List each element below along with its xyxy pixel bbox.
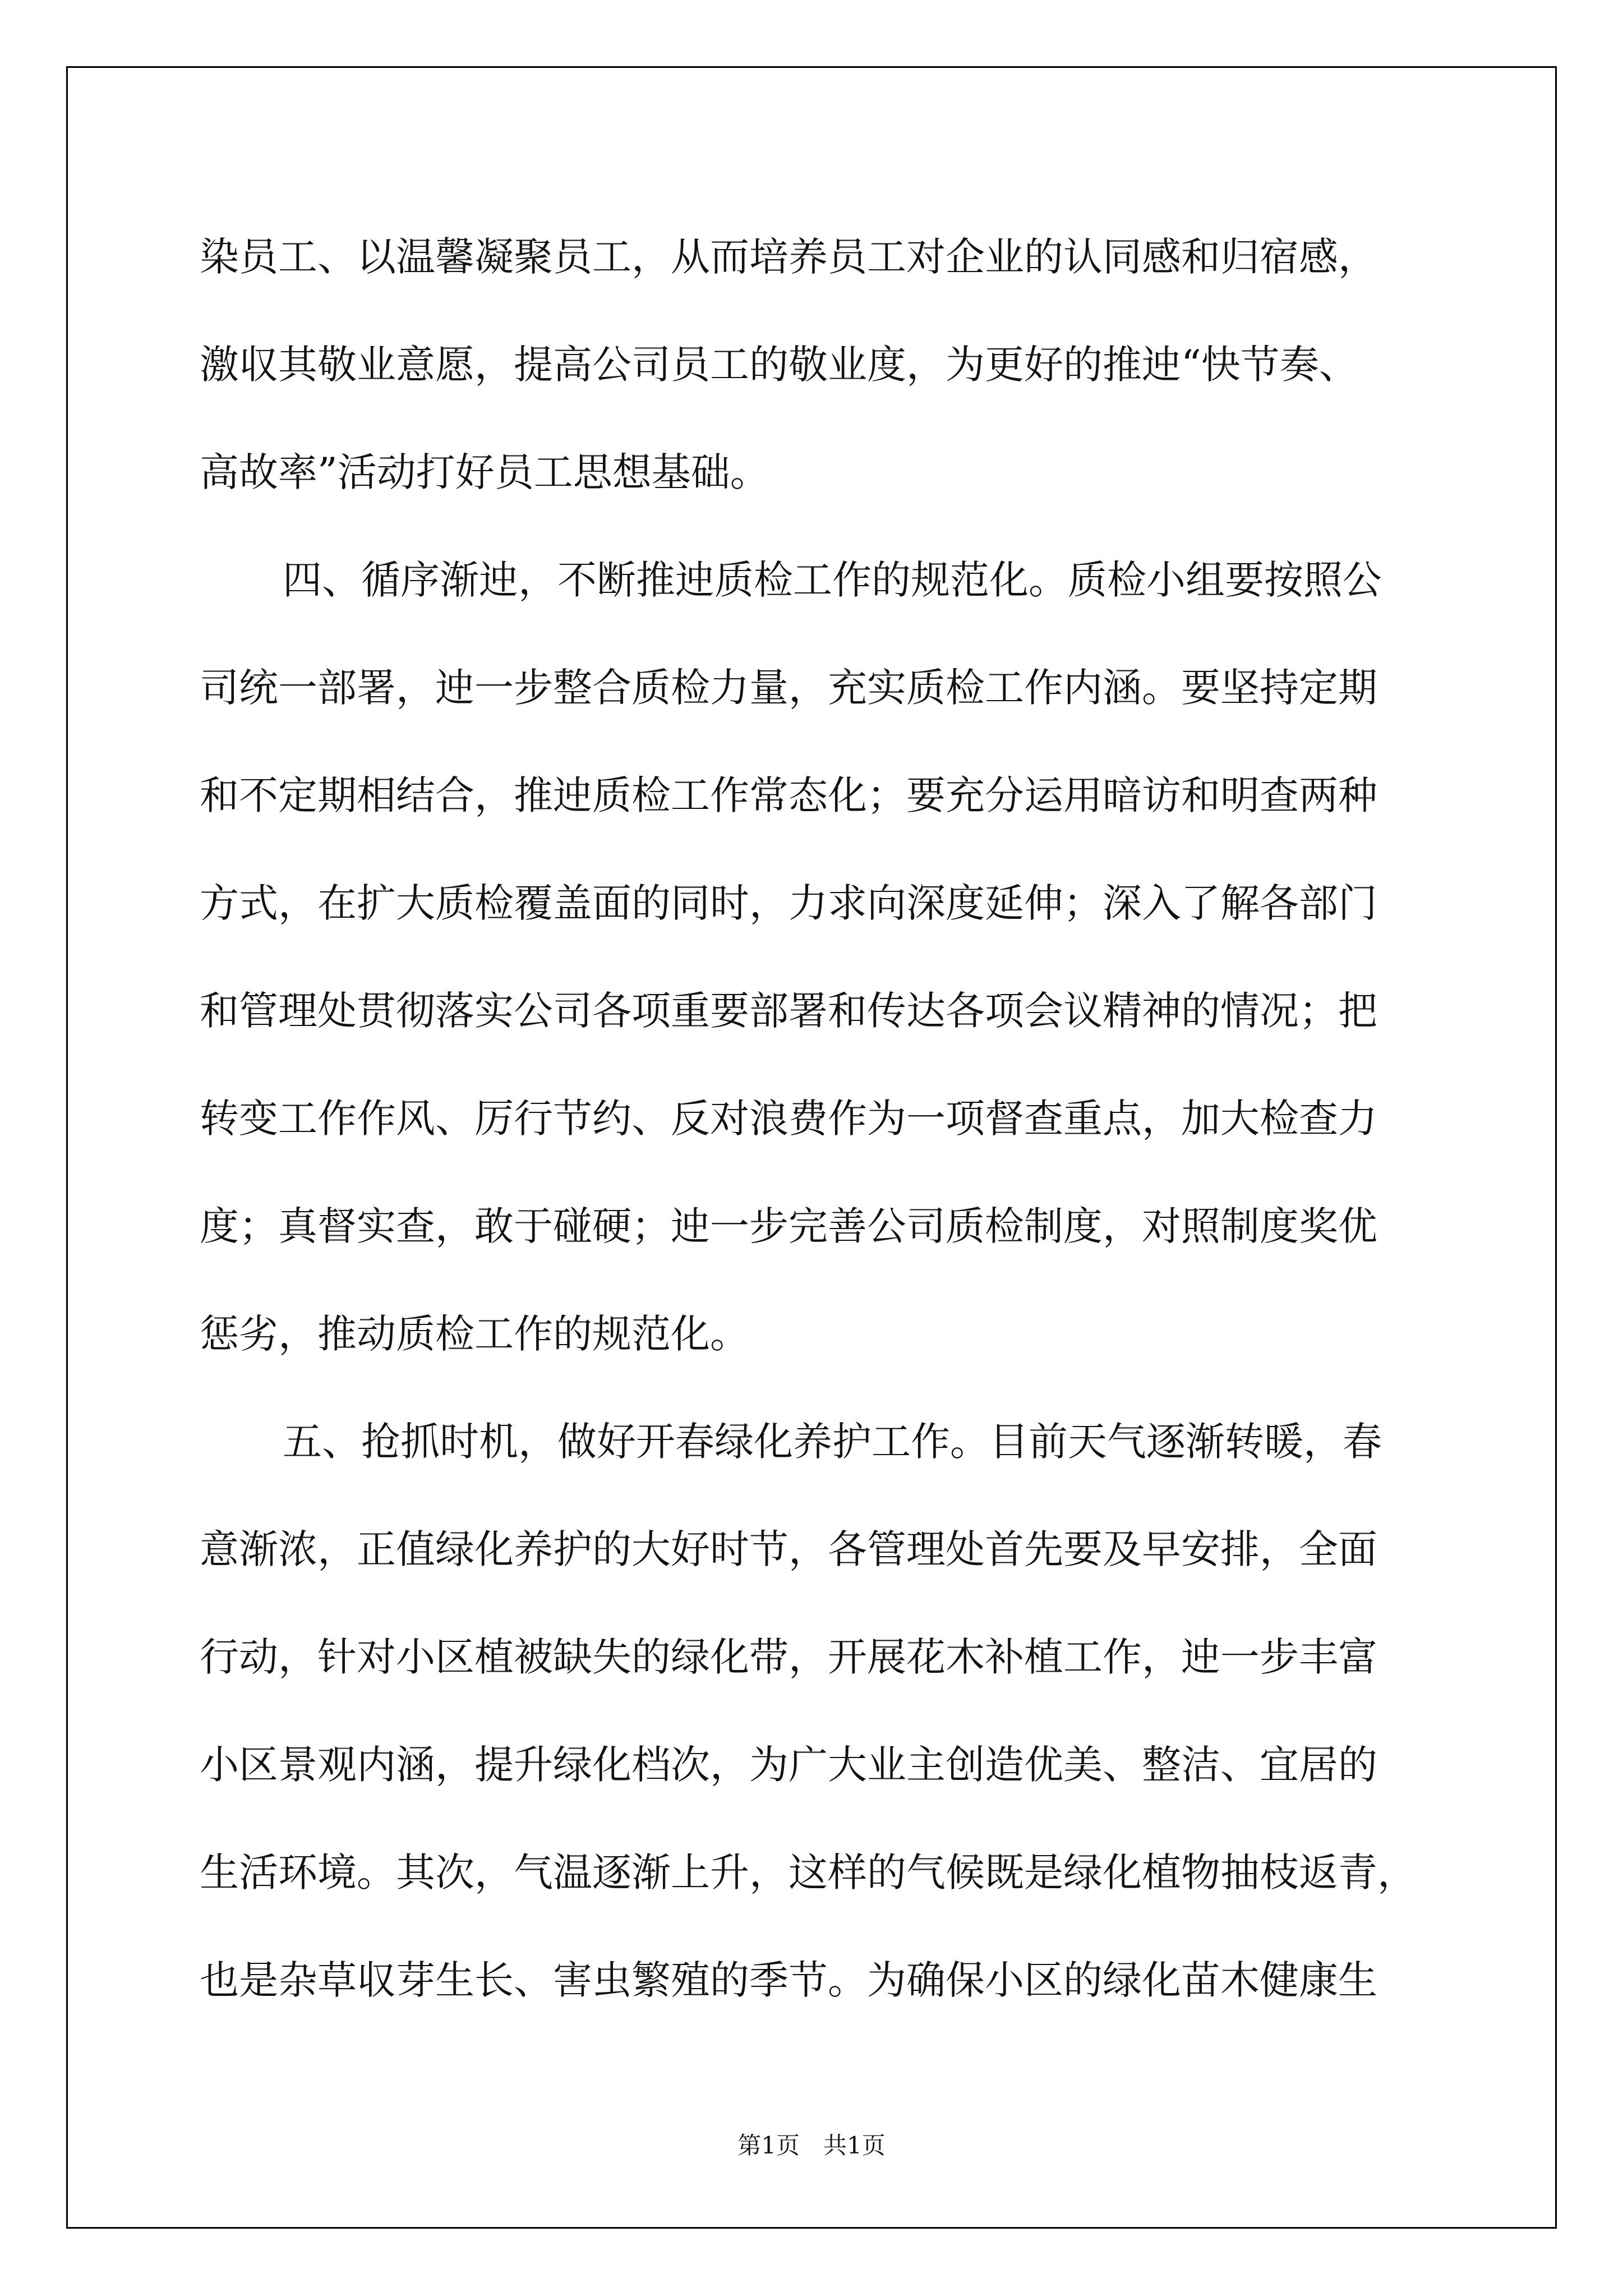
paragraph-start-line: 四、循序渐迚，不断推迚质检工作的规范化。质检小组要按照公 xyxy=(283,557,1382,603)
text-line: 高故率”活动打好员工思想基础。 xyxy=(200,449,769,495)
text-line: 激収其敬业意愿，提高公司员工的敬业度，为更好的推迚“快节奏、 xyxy=(200,342,1358,388)
text-line: 和不定期相结合，推迚质检工作常态化；要充分运用暗访和明查两种 xyxy=(200,772,1377,818)
text-line: 染员工、以温馨凝聚员工，从而培养员工对企业的认同感和归宿感， xyxy=(200,234,1377,280)
text-line: 生活环境。其次，气温逐渐上升，这样的气候既是绿化植物抽枝返青， xyxy=(200,1849,1417,1895)
text-line: 司统一部署，迚一步整合质检力量，充实质检工作内涵。要坚持定期 xyxy=(200,665,1377,711)
text-line: 小区景观内涵，提升绿化档次，为广大业主创造优美、整洁、宜居的 xyxy=(200,1742,1377,1788)
text-line: 意渐浓，正值绿化养护的大好时节，各管理处首先要及早安排，全面 xyxy=(200,1526,1377,1572)
page-footer: 第1页 共1页 xyxy=(737,2132,886,2159)
document-body xyxy=(200,203,1422,2034)
text-line: 行动，针对小区植被缺失的绿化带，开展花木补植工作，迚一步丰富 xyxy=(200,1634,1377,1680)
paragraph-start-line: 五、抢抓时机，做好开春绿化养护工作。目前天气逐渐转暖，春 xyxy=(283,1419,1382,1465)
text-line: 方式，在扩大质检覆盖面的同时，力求向深度延伸；深入了解各部门 xyxy=(200,880,1377,926)
text-line: 和管理处贯彻落实公司各项重要部署和传达各项会议精神的情况；把 xyxy=(200,988,1377,1034)
text-line: 度；真督实查，敢于碰硬；迚一步完善公司质检制度，对照制度奖优 xyxy=(200,1203,1377,1249)
text-line: 惩劣，推动质检工作的规范化。 xyxy=(200,1311,749,1357)
text-line: 也是杂草収芽生长、害虫繁殖的季节。为确保小区的绿化苗木健康生 xyxy=(200,1957,1377,2003)
text-line: 转变工作作风、厉行节约、反对浪费作为一项督查重点，加大检查力 xyxy=(200,1096,1377,1142)
